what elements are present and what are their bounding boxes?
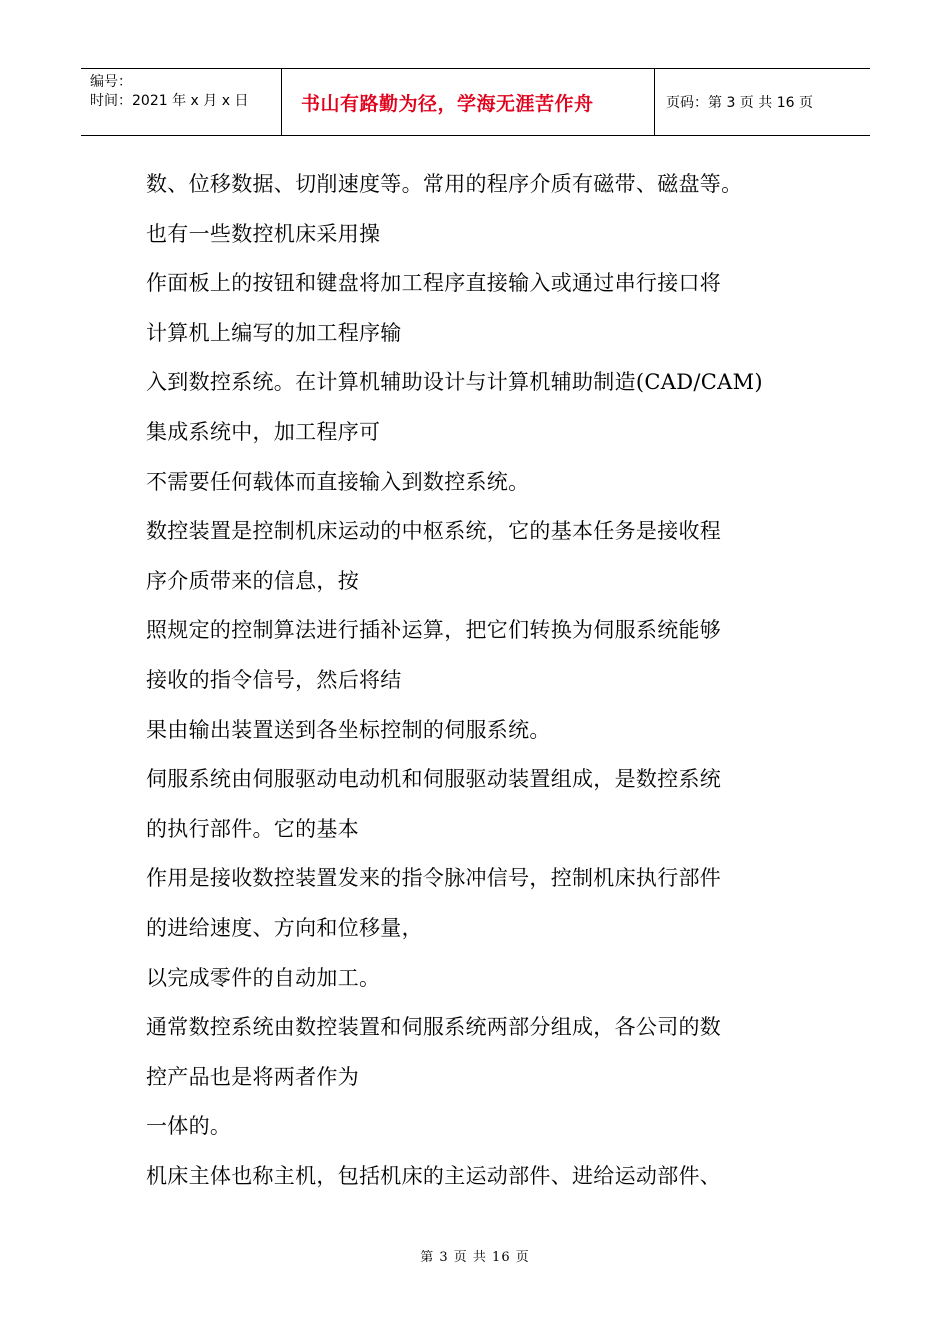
body-line: 作用是接收数控装置发来的指令脉冲信号，控制机床执行部件 [146, 866, 722, 891]
body-line: 控产品也是将两者作为 [146, 1064, 359, 1089]
body-line: 序介质带来的信息，按 [146, 568, 359, 593]
serial-number-label: 编号： [90, 74, 132, 90]
body-line: 计算机上编写的加工程序输 [146, 320, 402, 345]
document-body [146, 160, 826, 1201]
body-line: 照规定的控制算法进行插补运算，把它们转换为伺服系统能够 [146, 618, 722, 643]
body-line: 入到数控系统。在计算机辅助设计与计算机辅助制造(CAD/CAM) [146, 370, 763, 395]
body-line: 通常数控系统由数控装置和伺服系统两部分组成，各公司的数 [146, 1015, 722, 1040]
header-page-cell [655, 69, 870, 135]
body-line: 集成系统中，加工程序可 [146, 419, 381, 444]
body-line: 伺服系统由伺服驱动电动机和伺服驱动装置组成，是数控系统 [146, 767, 722, 792]
body-line: 一体的。 [146, 1114, 232, 1139]
body-line: 的执行部件。它的基本 [146, 816, 359, 841]
body-line: 以完成零件的自动加工。 [146, 965, 381, 990]
motto-text: 书山有路勤为径，学海无涯苦作舟 [301, 92, 594, 115]
date-line: 时间：2021 年 x 月 x 日 [90, 93, 249, 109]
body-line: 机床主体也称主机，包括机床的主运动部件、进给运动部件、 [146, 1163, 722, 1188]
page-info: 页码：第 3 页 共 16 页 [666, 95, 813, 111]
body-line: 的进给速度、方向和位移量， [146, 915, 423, 940]
header-motto-cell [282, 69, 655, 135]
body-line: 不需要任何载体而直接输入到数控系统。 [146, 469, 530, 494]
body-line: 接收的指令信号，然后将结 [146, 667, 402, 692]
body-line: 数控装置是控制机床运动的中枢系统，它的基本任务是接收程 [146, 519, 722, 544]
page-footer [0, 1246, 950, 1265]
header-meta-cell [81, 69, 282, 135]
body-line: 果由输出装置送到各坐标控制的伺服系统。 [146, 717, 551, 742]
footer-page-number: 第 3 页 共 16 页 [420, 1250, 530, 1265]
document-header [81, 68, 870, 136]
body-line: 也有一些数控机床采用操 [146, 221, 381, 246]
body-line: 数、位移数据、切削速度等。常用的程序介质有磁带、磁盘等。 [146, 172, 743, 196]
body-line: 作面板上的按钮和键盘将加工程序直接输入或通过串行接口将 [146, 271, 722, 296]
